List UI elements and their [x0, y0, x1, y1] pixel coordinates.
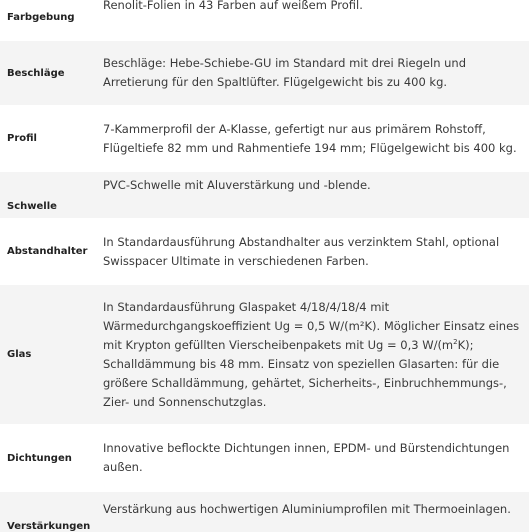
row-label: Profil	[7, 133, 37, 144]
row-value-text: In Standardausführung Abstandhalter aus verzinktem Stahl, optional Swisspacer Ultimate in verschiedenen Farben.	[103, 234, 500, 268]
row-value	[101, 0, 529, 41]
glass-text-part1: In Standardausführung Glaspaket 4/18/4/18/4 mit Wärmedurchgangskoeffizient Ug = 0,5 W/(m²K). Möglicher Einsatz eines mit Krypton gefüllten Vierscheibenpakets mit Ug = 0,3 W/(m	[103, 299, 520, 352]
row-value	[101, 172, 529, 218]
row-value	[101, 105, 529, 172]
row-value-text: 7-Kammerprofil der A-Klasse, gefertigt nur aus primärem Rohstoff, Flügeltiefe 82 mm und Rahmentiefe 194 mm; Flügelgewicht bis 400 kg.	[103, 121, 517, 155]
row-label: Glas	[7, 349, 32, 360]
row-value-text: Beschläge: Hebe-Schiebe-GU im Standard mit drei Riegeln und Arretierung für den Spaltlüfter. Flügelgewicht bis zu 400 kg.	[103, 56, 467, 89]
row-value-text: Verstärkung aus hochwertigen Aluminiumprofilen mit Thermoeinlagen.	[103, 502, 511, 516]
row-label: Beschläge	[7, 67, 65, 79]
row-label: Dichtungen	[7, 452, 72, 464]
glass-text-part2: K); Schalldämmung bis 48 mm. Einsatz von speziellen Glasarten: für die größere Schalldämmung, gehärtet, Sicherheits-, Einbruchhemmungs-, Zier- und Sonnenschutzglas.	[103, 337, 507, 409]
row-value	[101, 41, 529, 105]
row-value-text: PVC-Schwelle mit Aluverstärkung und -blende.	[103, 178, 371, 192]
row-value	[101, 492, 529, 532]
row-label: Farbgebung	[7, 11, 75, 23]
table-row	[0, 424, 529, 492]
table-row	[0, 172, 529, 218]
row-label: Verstärkungen	[7, 521, 91, 532]
table-row	[0, 0, 529, 41]
row-value	[101, 218, 529, 285]
table-row	[0, 41, 529, 105]
row-value-text: Renolit-Folien in 43 Farben auf weißem Profil.	[103, 0, 363, 12]
row-value-text	[103, 298, 525, 412]
table-row	[0, 285, 529, 424]
row-value	[101, 285, 529, 424]
row-value-text: Innovative beflockte Dichtungen innen, EPDM- und Bürstendichtungen außen.	[103, 441, 510, 474]
table-row	[0, 218, 529, 285]
row-value	[101, 424, 529, 492]
row-label: Schwelle	[7, 201, 57, 212]
table-row	[0, 105, 529, 172]
table-row	[0, 492, 529, 532]
row-label: Abstandhalter	[7, 246, 88, 257]
superscript: 2	[453, 337, 458, 346]
